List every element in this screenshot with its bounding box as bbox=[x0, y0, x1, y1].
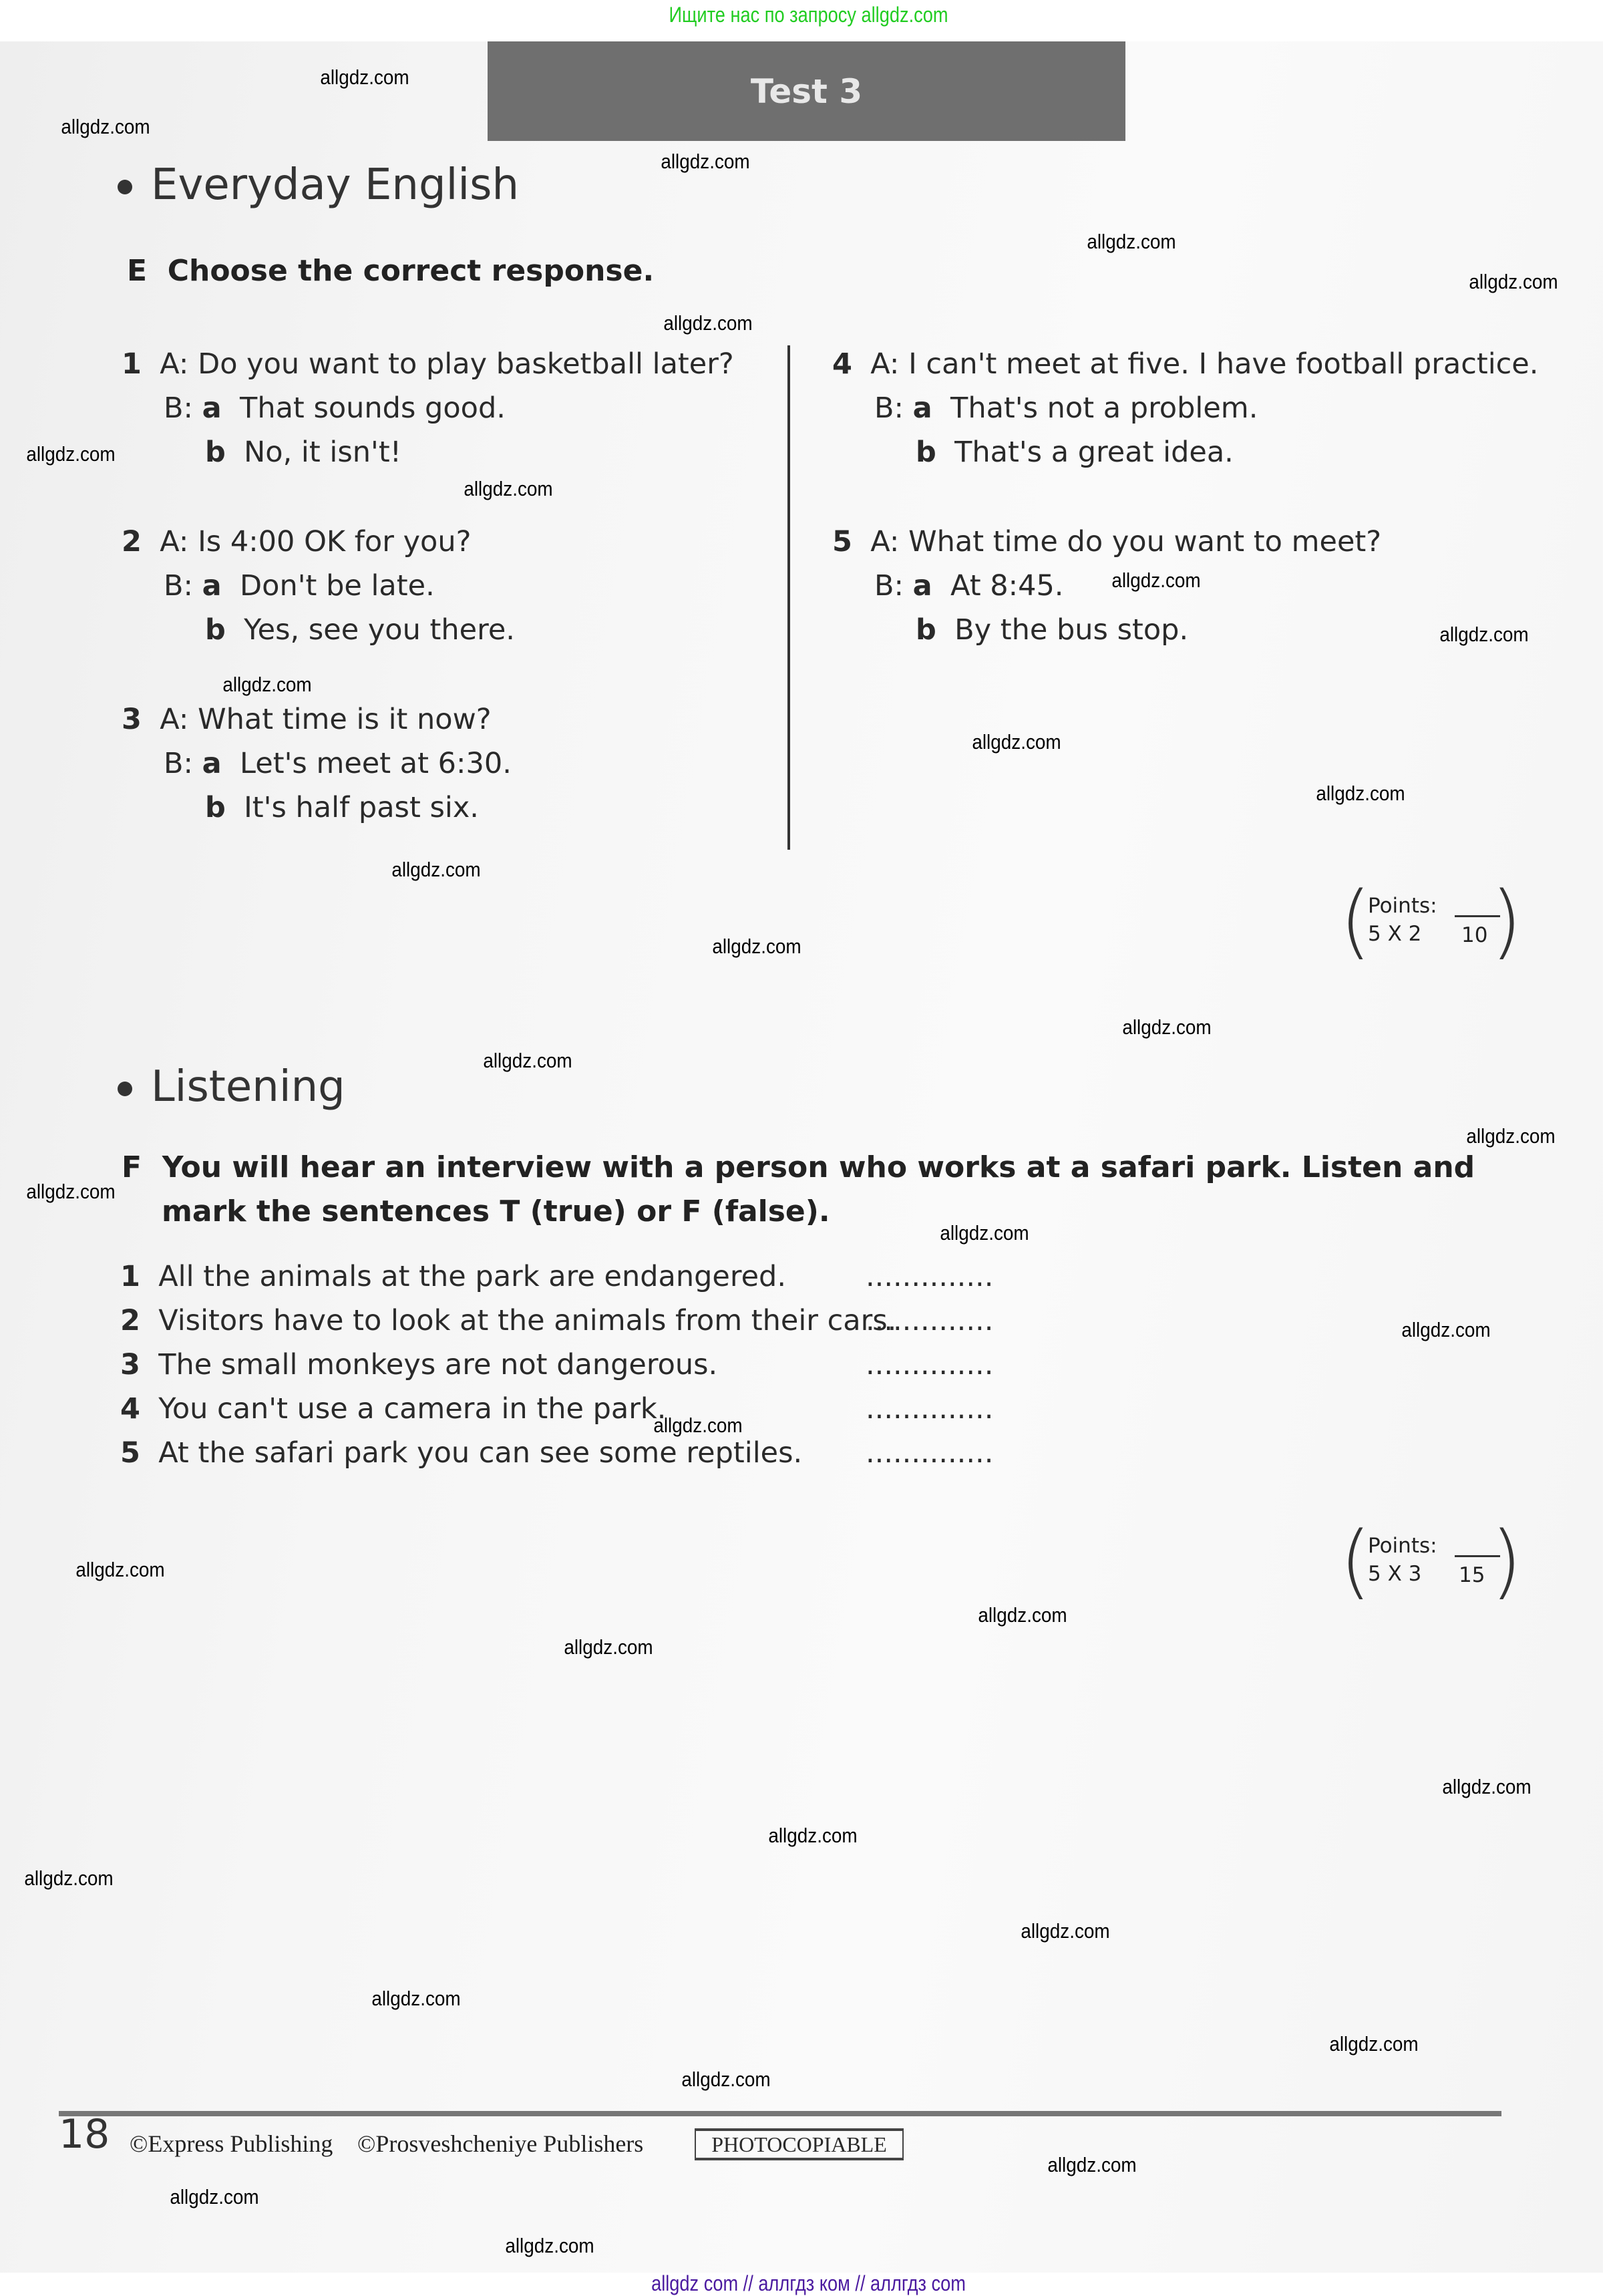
option-letter: a bbox=[912, 391, 932, 425]
column-divider bbox=[787, 345, 790, 850]
option-a[interactable] bbox=[164, 391, 506, 425]
test-title: Test 3 bbox=[750, 71, 863, 111]
option-text: No, it isn't! bbox=[244, 436, 401, 469]
watermark: allgdz.com bbox=[564, 1635, 653, 1659]
points-formula: 5 X 2 bbox=[1368, 922, 1422, 946]
option-b[interactable] bbox=[205, 436, 401, 469]
question-text: A: What time is it now? bbox=[160, 703, 492, 736]
statement-item bbox=[120, 1392, 666, 1426]
watermark: allgdz.com bbox=[978, 1603, 1067, 1627]
watermark: allgdz.com bbox=[483, 1049, 572, 1072]
watermark: allgdz.com bbox=[26, 1180, 116, 1203]
watermark: allgdz.com bbox=[663, 311, 753, 335]
paren-open: ( bbox=[1340, 1515, 1371, 1608]
footer-rule bbox=[59, 2111, 1501, 2116]
option-letter: b bbox=[205, 613, 226, 647]
section-title: Everyday English bbox=[151, 160, 520, 210]
watermark: allgdz.com bbox=[222, 673, 312, 696]
watermark: allgdz.com bbox=[1442, 1775, 1532, 1798]
option-text: Let's meet at 6:30. bbox=[240, 747, 512, 780]
item-number: 5 bbox=[120, 1436, 140, 1470]
watermark: allgdz.com bbox=[61, 115, 150, 138]
statement-text: Visitors have to look at the animals from their cars. bbox=[158, 1304, 897, 1337]
speaker-b: B: bbox=[164, 747, 193, 780]
statement-item bbox=[120, 1436, 802, 1470]
option-letter: a bbox=[202, 569, 222, 603]
watermark: allgdz.com bbox=[661, 150, 750, 173]
question-text: A: Is 4:00 OK for you? bbox=[160, 525, 472, 558]
watermark: allgdz.com bbox=[1316, 782, 1405, 805]
item-number: 2 bbox=[122, 525, 142, 558]
watermark: allgdz.com bbox=[1466, 1124, 1556, 1148]
bullet-icon bbox=[118, 1082, 132, 1096]
watermark: allgdz.com bbox=[320, 65, 409, 89]
statement-item bbox=[120, 1260, 786, 1293]
watermark: allgdz.com bbox=[391, 858, 481, 881]
option-letter: b bbox=[205, 436, 226, 469]
item-number: 1 bbox=[120, 1260, 140, 1293]
watermark: allgdz.com bbox=[464, 477, 553, 500]
photocopiable-text: PHOTOCOPIABLE bbox=[711, 2132, 887, 2156]
item-number: 5 bbox=[832, 525, 852, 558]
option-letter: b bbox=[916, 613, 936, 647]
speaker-b: B: bbox=[874, 391, 904, 425]
section-title: Listening bbox=[151, 1062, 345, 1112]
option-b[interactable] bbox=[205, 613, 515, 647]
bottom-banner-link[interactable]: allgdz com // аллгдз ком // аллгдз com bbox=[651, 2271, 966, 2295]
section-heading-everyday-english bbox=[118, 160, 519, 210]
points-total: 15 bbox=[1459, 1563, 1485, 1587]
watermark: allgdz.com bbox=[1047, 2153, 1137, 2176]
paren-open: ( bbox=[1340, 875, 1371, 968]
statement-text: All the animals at the park are endangered. bbox=[158, 1260, 787, 1293]
test-title-banner bbox=[488, 41, 1125, 141]
task-text-line1: You will hear an interview with a person who works at a safari park. Listen and bbox=[162, 1150, 1475, 1184]
points-label: Points: bbox=[1368, 894, 1437, 918]
task-text: Choose the correct response. bbox=[167, 254, 655, 288]
option-text: At 8:45. bbox=[950, 569, 1064, 603]
option-a[interactable] bbox=[874, 569, 1063, 603]
watermark: allgdz.com bbox=[24, 1866, 114, 1890]
watermark: allgdz.com bbox=[1401, 1318, 1491, 1341]
speaker-b: B: bbox=[164, 569, 193, 603]
page-number: 18 bbox=[59, 2111, 110, 2158]
watermark: allgdz.com bbox=[768, 1824, 858, 1847]
watermark: allgdz.com bbox=[1111, 568, 1201, 592]
watermark: allgdz.com bbox=[940, 1221, 1029, 1245]
answer-blank[interactable]: .............. bbox=[866, 1392, 994, 1426]
top-banner-link[interactable]: Ищите нас по запросу allgdz.com bbox=[669, 3, 948, 27]
option-a[interactable] bbox=[164, 569, 435, 603]
question-text: A: Do you want to play basketball later? bbox=[160, 347, 734, 381]
watermark: allgdz.com bbox=[75, 1558, 165, 1581]
item-number: 4 bbox=[832, 347, 852, 381]
watermark: allgdz.com bbox=[1021, 1919, 1110, 1943]
dialogue-item bbox=[122, 347, 734, 381]
answer-blank[interactable]: .............. bbox=[866, 1436, 994, 1470]
statement-item bbox=[120, 1304, 896, 1337]
option-b[interactable] bbox=[916, 436, 1234, 469]
option-text: Don't be late. bbox=[240, 569, 435, 603]
question-text: A: What time do you want to meet? bbox=[870, 525, 1382, 558]
watermark: allgdz.com bbox=[505, 2234, 594, 2257]
item-number: 2 bbox=[120, 1304, 140, 1337]
dialogue-item bbox=[832, 347, 1538, 381]
option-text: That's a great idea. bbox=[954, 436, 1234, 469]
option-text: By the bus stop. bbox=[954, 613, 1189, 647]
task-letter: F bbox=[122, 1150, 142, 1184]
option-letter: a bbox=[202, 391, 222, 425]
option-text: That's not a problem. bbox=[950, 391, 1258, 425]
watermark: allgdz.com bbox=[1087, 230, 1176, 253]
speaker-b: B: bbox=[164, 391, 193, 425]
item-number: 3 bbox=[122, 703, 142, 736]
statement-item bbox=[120, 1348, 717, 1381]
option-letter: a bbox=[912, 569, 932, 603]
watermark: allgdz.com bbox=[653, 1414, 743, 1437]
answer-blank[interactable]: .............. bbox=[866, 1304, 994, 1337]
item-number: 4 bbox=[120, 1392, 140, 1426]
watermark: allgdz.com bbox=[1122, 1015, 1212, 1039]
watermark: allgdz.com bbox=[681, 2068, 771, 2091]
answer-blank[interactable]: .............. bbox=[866, 1348, 994, 1381]
watermark: allgdz.com bbox=[1469, 270, 1558, 293]
dialogue-item bbox=[832, 525, 1381, 558]
question-text: A: I can't meet at five. I have football practice. bbox=[870, 347, 1539, 381]
statement-text: At the safari park you can see some reptiles. bbox=[158, 1436, 803, 1470]
watermark: allgdz.com bbox=[1329, 2032, 1419, 2056]
option-letter: b bbox=[916, 436, 936, 469]
bullet-icon bbox=[118, 180, 132, 194]
option-letter: b bbox=[205, 791, 226, 824]
option-text: Yes, see you there. bbox=[244, 613, 515, 647]
publisher-express: ©Express Publishing bbox=[130, 2130, 333, 2157]
paren-close: ) bbox=[1491, 1515, 1522, 1608]
watermark: allgdz.com bbox=[170, 2185, 259, 2208]
points-total: 10 bbox=[1461, 923, 1488, 947]
watermark: allgdz.com bbox=[371, 1987, 461, 2010]
task-f-instruction bbox=[122, 1150, 1475, 1184]
option-text: That sounds good. bbox=[240, 391, 506, 425]
task-text-line2: mark the sentences T (true) or F (false). bbox=[162, 1194, 830, 1228]
speaker-b: B: bbox=[874, 569, 904, 603]
points-formula: 5 X 3 bbox=[1368, 1562, 1422, 1586]
option-text: It's half past six. bbox=[244, 791, 479, 824]
dialogue-item bbox=[122, 525, 471, 558]
watermark: allgdz.com bbox=[712, 935, 801, 958]
photocopiable-label bbox=[695, 2128, 904, 2160]
option-a[interactable] bbox=[164, 747, 512, 780]
option-b[interactable] bbox=[916, 613, 1188, 647]
option-b[interactable] bbox=[205, 791, 479, 824]
dialogue-item bbox=[122, 703, 492, 736]
watermark: allgdz.com bbox=[1439, 623, 1529, 646]
points-label: Points: bbox=[1368, 1534, 1437, 1558]
watermark: allgdz.com bbox=[972, 730, 1061, 754]
item-number: 3 bbox=[120, 1348, 140, 1381]
paren-close: ) bbox=[1491, 875, 1522, 968]
watermark: allgdz.com bbox=[26, 442, 116, 466]
option-letter: a bbox=[202, 747, 222, 780]
section-heading-listening bbox=[118, 1062, 345, 1112]
option-a[interactable] bbox=[874, 391, 1258, 425]
answer-blank[interactable]: .............. bbox=[866, 1260, 994, 1293]
task-letter: E bbox=[127, 254, 148, 288]
publisher-prosveshcheniye: ©Prosveshcheniye Publishers bbox=[357, 2130, 644, 2157]
task-e-instruction bbox=[127, 254, 654, 288]
statement-text: You can't use a camera in the park. bbox=[158, 1392, 667, 1426]
item-number: 1 bbox=[122, 347, 142, 381]
statement-text: The small monkeys are not dangerous. bbox=[158, 1348, 718, 1381]
